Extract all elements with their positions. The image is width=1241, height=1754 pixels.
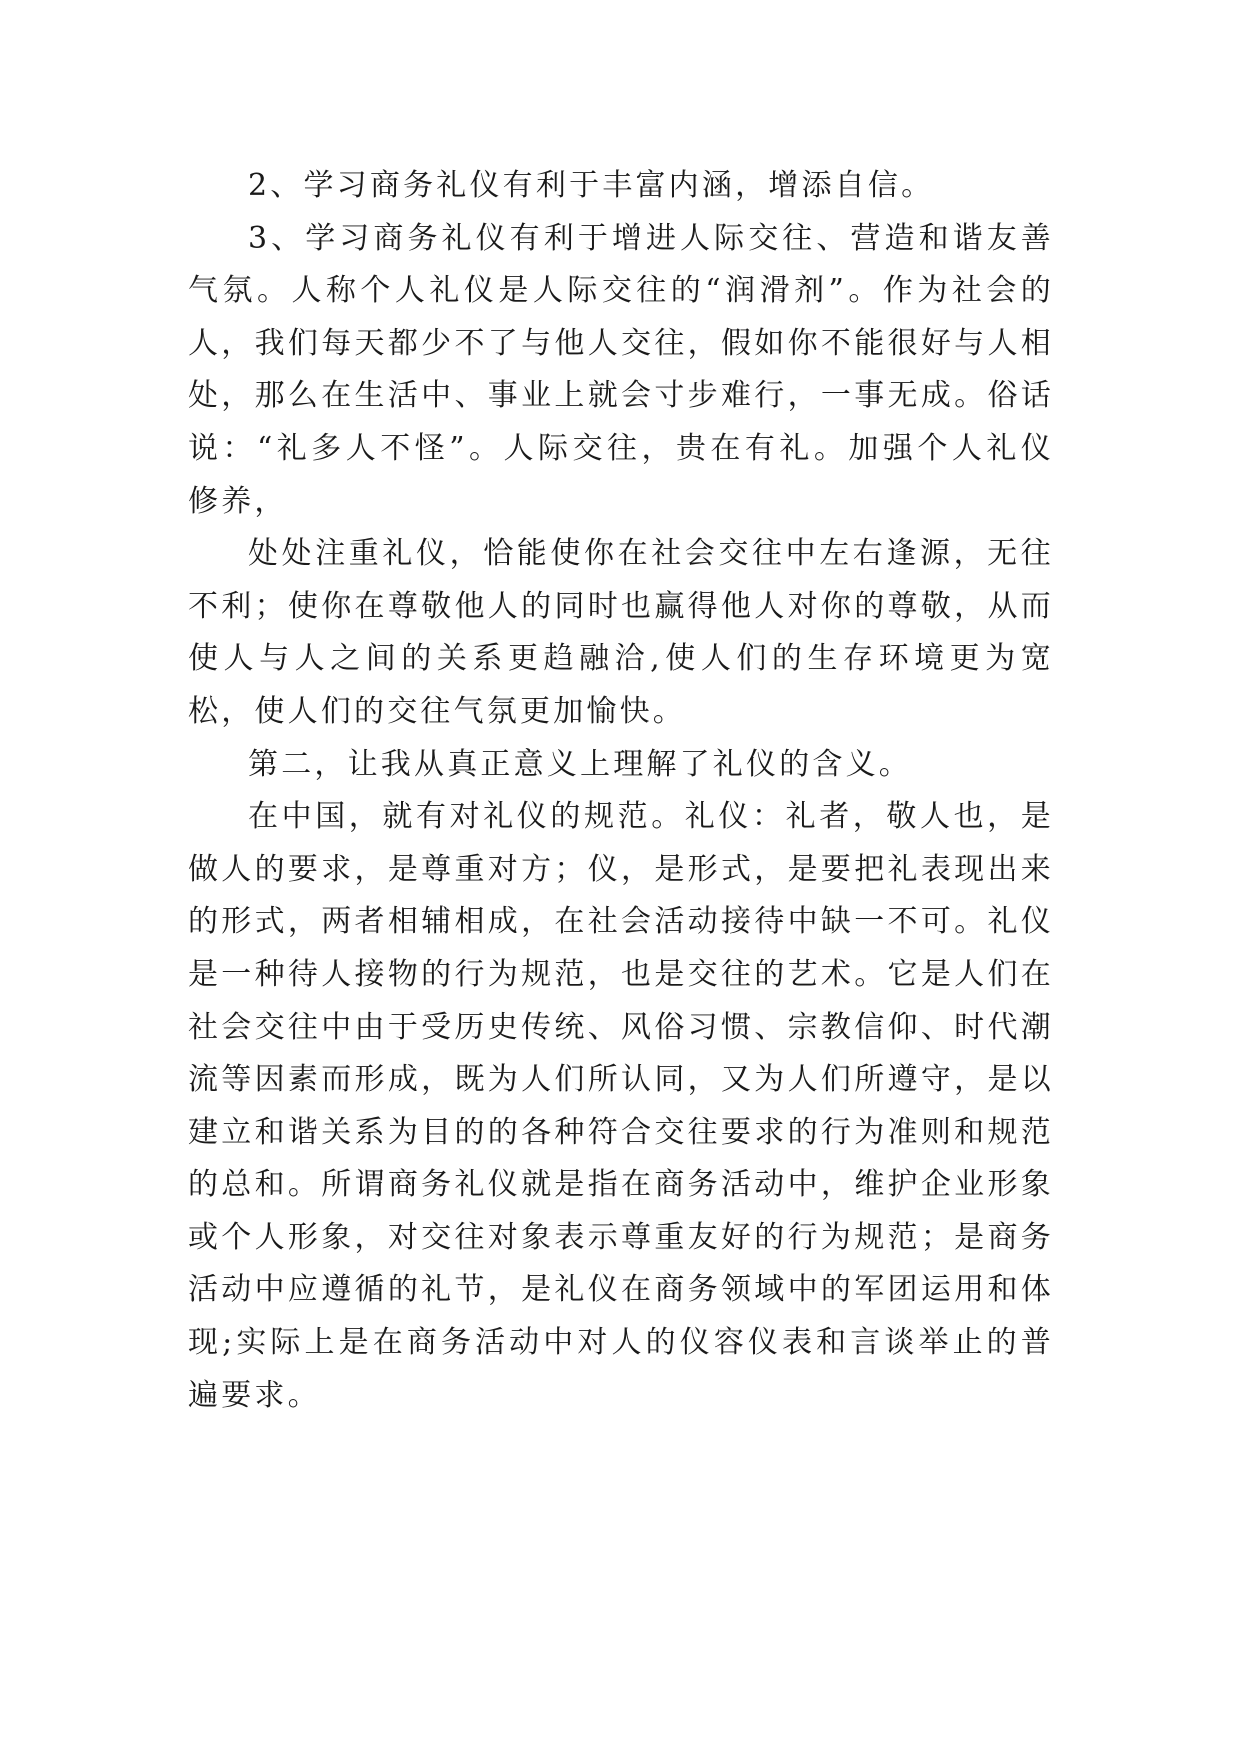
paragraph-benefit-2: 2、学习商务礼仪有利于丰富内涵，增添自信。 [248, 168, 935, 203]
paragraph-etiquette-effects: 处处注重礼仪，恰能使你在社会交往中左右逢源，无往不利；使你在尊敬他人的同时也赢得他人对你的尊敬，从而使人与人之间的关系更趋融洽,使人们的生存环境更为宽松，使人们的交往气氛更加愉快。 [188, 536, 1054, 729]
paragraph-benefit-3: 3、学习商务礼仪有利于增进人际交往、营造和谐友善气氛。人称个人礼仪是人际交往的“润滑剂”。作为社会的人，我们每天都少不了与他人交往，假如你不能很好与人相处，那么在生活中、事业上就会寸步难行，一事无成。俗话说：“礼多人不怪”。人际交往，贵在有礼。加强个人礼仪修养， [188, 220, 1054, 519]
document-body [188, 160, 1054, 1422]
paragraph-etiquette-definition: 在中国，就有对礼仪的规范。礼仪：礼者，敬人也，是做人的要求，是尊重对方；仪，是形式，是要把礼表现出来的形式，两者相辅相成，在社会活动接待中缺一不可。礼仪是一种待人接物的行为规范，也是交往的艺术。它是人们在社会交往中由于受历史传统、风俗习惯、宗教信仰、时代潮流等因素而形成，既为人们所认同，又为人们所遵守，是以建立和谐关系为目的的各种符合交往要求的行为准则和规范的总和。所谓商务礼仪就是指在商务活动中，维护企业形象或个人形象，对交往对象表示尊重友好的行为规范；是商务活动中应遵循的礼节，是礼仪在商务领域中的军团运用和体现;实际上是在商务活动中对人的仪容仪表和言谈举止的普遍要求。 [188, 799, 1054, 1413]
paragraph-second-point: 第二，让我从真正意义上理解了礼仪的含义。 [248, 746, 912, 782]
